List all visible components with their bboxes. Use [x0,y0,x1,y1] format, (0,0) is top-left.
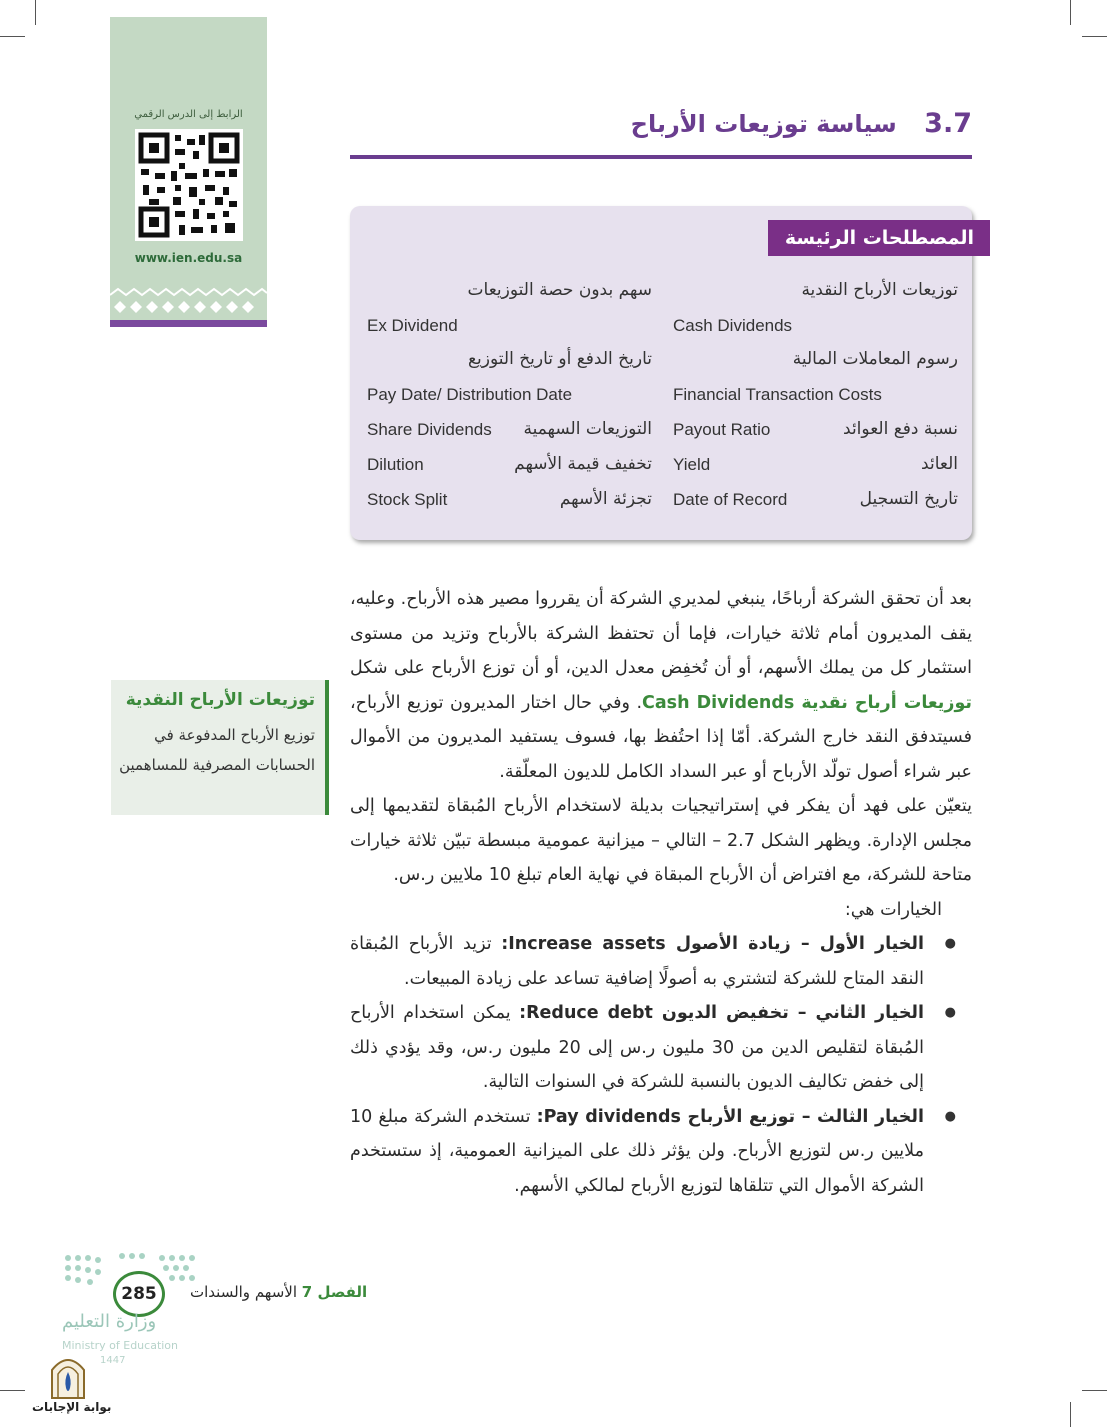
crop-mark [1082,36,1107,37]
qr-code-icon[interactable] [135,129,243,241]
list-item [350,1100,924,1204]
qr-caption: الرابط إلى الدرس الرقمي [134,109,243,120]
definition-sidebar [111,680,329,815]
qr-url[interactable]: www.ien.edu.sa [134,251,243,265]
page-number: 285 [113,1271,165,1317]
term-ar: تخفيف قيمة الأسهم [514,454,652,474]
crop-mark [35,0,36,25]
accent-bar [110,320,267,327]
option-label: الخيار الثاني – تخفيض الديون Reduce debt: [519,1003,925,1023]
ministry-year: 1447 [100,1355,126,1366]
option-label: الخيار الثالث – توزيع الأرباح Pay dividends: [536,1106,924,1127]
term-ar: رسوم المعاملات المالية [792,349,958,369]
term-ar: سهم بدون حصة التوزيعات [467,280,652,300]
chapter-label: الفصل 7 [301,1283,368,1301]
term-ar: تاريخ الدفع أو تاريخ التوزيع [467,349,652,369]
ministry-name-ar: وزارة التعليم [62,1311,157,1332]
term-en: Yield [673,455,711,474]
term-ar: العائد [921,454,958,474]
term-en: Date of Record [673,490,788,509]
qr-panel [110,17,267,327]
term-ar: تجزئة الأسهم [559,489,652,509]
term-en: Cash Dividends [673,316,793,335]
crop-mark [1070,1402,1071,1427]
portal-logo-icon[interactable] [46,1350,90,1400]
options-list [350,927,972,1203]
term-en: Pay Date/ Distribution Date [367,385,573,404]
list-item [350,996,924,1100]
crop-mark [1082,1390,1107,1391]
section-number: 3.7 [924,108,972,139]
term-en: Stock Split [367,490,448,509]
section-title [631,108,972,139]
title-rule [350,155,972,159]
key-terms-banner: المصطلحات الرئيسة [768,220,990,256]
section-heading: سياسة توزيعات الأرباح [630,110,897,138]
option-text: تزيد الأرباح المُبقاة النقد المتاح للشركة لتشتري به أصولًا إضافية تساعد على زيادة المبيعات. [350,934,924,989]
term-en: Dilution [367,455,424,474]
chapter-title: الأسهم والسندات [190,1283,298,1301]
term-ar: نسبة دفع العوائد [843,419,958,439]
term-ar: التوزيعات السهمية [523,419,652,439]
option-text: تستخدم الشركة مبلغ 10 ملايين ر.س لتوزيع الأرباح. ولن يؤثر ذلك على الميزانية العمومية، إذ ستستخدم الشركة الأموال التي تتلقاها لتوزيع الأرباح لمالكي الأسهم. [350,1106,924,1196]
term-en: Ex Dividend [367,316,458,335]
portal-name[interactable]: بوابة الإجابات [32,1400,112,1414]
ministry-name-en: Ministry of Education [62,1339,179,1352]
crop-mark [0,1390,25,1391]
definition-title: توزيعات الأرباح النقدية [125,690,315,710]
crop-mark [0,36,25,37]
option-text: يمكن استخدام الأرباح المُبقاة لتقليص الدين من 30 مليون ر.س إلى 20 مليون ر.س، وقد يؤدي ذلك إلى خفض تكاليف الديون بالنسبة للشركة في السنوات التالية. [350,1003,924,1092]
term-en: Payout Ratio [673,420,771,439]
footer-chapter [190,1283,367,1301]
key-terms-box [350,206,972,540]
body-text [350,582,972,1203]
term-ar: تاريخ التسجيل [859,489,958,509]
paragraph: يتعيّن على فهد أن يفكر في إستراتيجيات بديلة لاستخدام الأرباح المُبقاة لتقديمها إلى مجلس الإدارة. ويظهر الشكل 2.7 – التالي – ميزانية عمومية مبسطة تبيّن ثلاثة خيارات متاحة للشركة، مع افتراض أن الأرباح المبقاة في نهاية العام تبلغ 10 ملايين ر.س. [350,796,972,885]
decorative-pattern [110,287,267,317]
term-en: Financial Transaction Costs [673,385,882,404]
list-item [350,927,924,996]
term-ar: توزيعات الأرباح النقدية [801,280,958,300]
paragraph-text: بعد أن تحقق الشركة أرباحًا، ينبغي لمديري الشركة أن يقرروا مصير هذه الأرباح. وعليه، يقف المديرون أمام ثلاثة خيارات، فإما أن تحتفظ الشركة بالأرباح وتزيد من مستوى استثمار كل من يملك الأسهم، أو أن تُخفِض معدل الدين، أو أن توزع الأرباح على شكل [350,589,972,678]
highlight-term: توزيعات أرباح نقدية Cash Dividends [642,692,972,713]
term-en: Share Dividends [367,420,492,439]
definition-text: توزيع الأرباح المدفوعة في الحسابات المصرفية للمساهمين [119,726,315,774]
paragraph [350,582,972,789]
paragraph-text: . وفي حال اختار المديرون توزيع الأرباح، فسيتدفق النقد خارج الشركة. أمّا إذا احتُفظ بها، فسوف يستفيد المديرون من الأموال عبر شراء أصول تولّد الأرباح أو عبر السداد الكامل للديون المعلّقة. [350,692,972,782]
options-heading: الخيارات هي: [844,899,942,920]
option-label: الخيار الأول – زيادة الأصول Increase assets: [501,934,924,954]
crop-mark [1070,0,1071,25]
